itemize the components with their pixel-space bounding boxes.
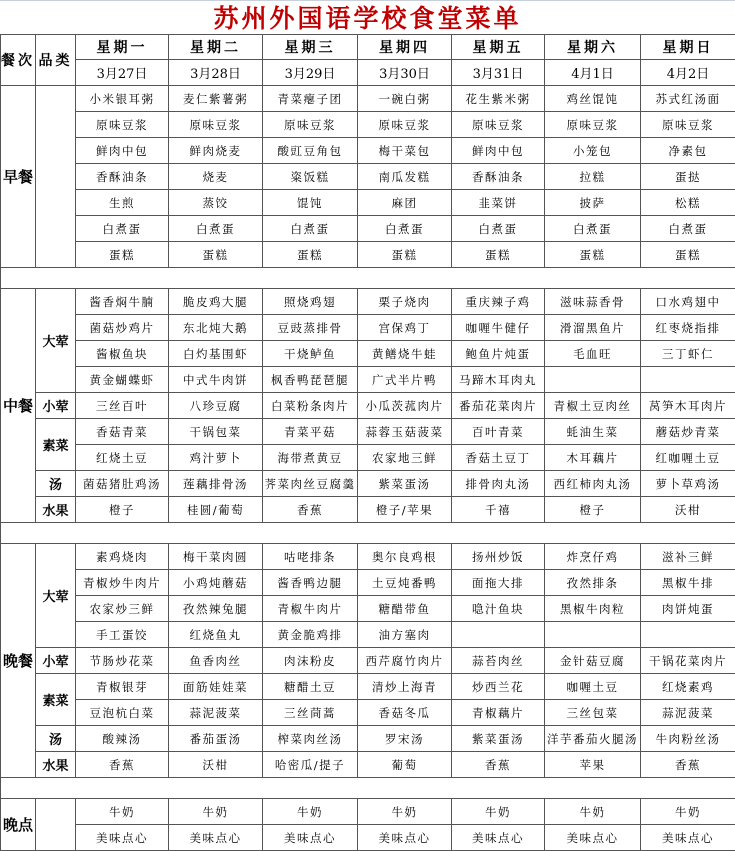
dish-cell: 萝卜草鸡汤 [641, 471, 735, 497]
dish-cell: 香菇青菜 [76, 419, 169, 445]
date-header: 3月30日 [358, 60, 452, 86]
dish-cell: 滋味蒜香骨 [545, 289, 641, 315]
dish-cell: 木耳藕片 [545, 445, 641, 471]
dish-cell: 鲜肉中包 [452, 138, 545, 164]
dish-cell: 黄鳝烧牛蛙 [358, 341, 452, 367]
dish-cell: 榨菜肉丝汤 [263, 726, 358, 752]
dish-cell: 美味点心 [76, 825, 169, 851]
dish-cell: 红咖喱土豆 [641, 445, 735, 471]
dish-cell: 牛奶 [452, 799, 545, 825]
menu-row [1, 570, 735, 596]
dish-cell: 原味豆浆 [358, 112, 452, 138]
meal-label: 晚点 [1, 799, 36, 851]
dish-cell: 蘑菇炒青菜 [641, 419, 735, 445]
menu-row [1, 216, 735, 242]
dish-cell: 葡萄 [358, 752, 452, 778]
dish-cell: 面筋娃娃菜 [169, 674, 263, 700]
menu-row [1, 700, 735, 726]
dish-cell: 青椒炒牛肉片 [76, 570, 169, 596]
dish-cell: 豆豉蒸排骨 [263, 315, 358, 341]
meal-header: 餐次 [1, 35, 36, 86]
menu-row [1, 367, 735, 393]
menu-row [1, 315, 735, 341]
dish-cell: 咖喱牛健仔 [452, 315, 545, 341]
menu-row [1, 674, 735, 700]
dish-cell: 咖喱土豆 [545, 674, 641, 700]
dish-cell: 干锅包菜 [169, 419, 263, 445]
weekday-row [1, 35, 735, 60]
dish-cell: 炸烹仔鸡 [545, 544, 641, 570]
dish-cell: 菌菇炒鸡片 [76, 315, 169, 341]
dish-cell: 香蕉 [263, 497, 358, 523]
dish-cell: 番茄蛋汤 [169, 726, 263, 752]
weekday-header: 星期日 [641, 35, 735, 60]
dish-cell: 白煮蛋 [263, 216, 358, 242]
dish-cell: 白煮蛋 [545, 216, 641, 242]
dish-cell: 红烧土豆 [76, 445, 169, 471]
dish-cell: 苹果 [545, 752, 641, 778]
dish-cell: 酱椒鱼块 [76, 341, 169, 367]
dish-cell: 沃柑 [641, 497, 735, 523]
dish-cell: 牛奶 [641, 799, 735, 825]
menu-row [1, 825, 735, 851]
dish-cell: 鲜肉烧麦 [169, 138, 263, 164]
dish-cell: 鱼香肉丝 [169, 648, 263, 674]
dish-cell: 梅干菜肉圆 [169, 544, 263, 570]
dish-cell: 南瓜发糕 [358, 164, 452, 190]
dish-cell: 菌菇猪肚鸡汤 [76, 471, 169, 497]
dish-cell [452, 622, 545, 648]
dish-cell: 原味豆浆 [263, 112, 358, 138]
dish-cell: 原味豆浆 [452, 112, 545, 138]
dish-cell: 白煮蛋 [169, 216, 263, 242]
dish-cell: 蛋糕 [358, 242, 452, 268]
dish-cell: 红烧鱼丸 [169, 622, 263, 648]
dish-cell: 青椒牛肉片 [263, 596, 358, 622]
dish-cell: 白煮蛋 [76, 216, 169, 242]
dish-cell: 重庆辣子鸡 [452, 289, 545, 315]
dish-cell: 酱香焖牛腩 [76, 289, 169, 315]
dish-cell: 橙子/苹果 [358, 497, 452, 523]
dish-cell: 青椒土豆肉丝 [545, 393, 641, 419]
menu-row [1, 497, 735, 523]
dish-cell: 荠菜肉丝豆腐羹 [263, 471, 358, 497]
dish-cell: 原味豆浆 [641, 112, 735, 138]
menu-row [1, 544, 735, 570]
dish-cell: 花生紫米粥 [452, 86, 545, 112]
dish-cell [545, 367, 641, 393]
dish-cell: 番茄花菜肉片 [452, 393, 545, 419]
dish-cell: 黑椒牛排 [641, 570, 735, 596]
dish-cell: 原味豆浆 [169, 112, 263, 138]
dish-cell: 原味豆浆 [545, 112, 641, 138]
dish-cell: 肉沫粉皮 [263, 648, 358, 674]
dish-cell: 哈密瓜/提子 [263, 752, 358, 778]
dish-cell: 三丝茼蒿 [263, 700, 358, 726]
dish-cell [641, 367, 735, 393]
dish-cell: 麻团 [358, 190, 452, 216]
dish-cell: 沃柑 [169, 752, 263, 778]
weekday-header: 星期一 [76, 35, 169, 60]
dish-cell: 酸豇豆角包 [263, 138, 358, 164]
dish-cell: 小鸡炖蘑菇 [169, 570, 263, 596]
menu-row [1, 164, 735, 190]
dish-cell: 鸡丝馄饨 [545, 86, 641, 112]
dish-cell: 糖醋带鱼 [358, 596, 452, 622]
weekday-header: 星期三 [263, 35, 358, 60]
dish-cell: 三丝包菜 [545, 700, 641, 726]
dish-cell: 蛋糕 [452, 242, 545, 268]
category-label: 水果 [36, 752, 76, 778]
dish-cell: 马蹄木耳肉丸 [452, 367, 545, 393]
dish-cell: 洋芋番茄火腿汤 [545, 726, 641, 752]
date-header: 3月28日 [169, 60, 263, 86]
category-label: 汤 [36, 726, 76, 752]
dish-cell: 三丝百叶 [76, 393, 169, 419]
dish-cell: 蒜苔肉丝 [452, 648, 545, 674]
dish-cell: 牛奶 [169, 799, 263, 825]
category-label: 水果 [36, 497, 76, 523]
menu-row [1, 726, 735, 752]
dish-cell: 金针菇豆腐 [545, 648, 641, 674]
category-label: 素菜 [36, 419, 76, 471]
dish-cell: 香菇土豆丁 [452, 445, 545, 471]
dish-cell: 咕咾排条 [263, 544, 358, 570]
dish-cell: 东北炖大鹅 [169, 315, 263, 341]
menu-row [1, 138, 735, 164]
dish-cell: 生煎 [76, 190, 169, 216]
dish-cell: 肉饼炖蛋 [641, 596, 735, 622]
date-row [1, 60, 735, 86]
date-header: 3月27日 [76, 60, 169, 86]
dish-cell: 照烧鸡翅 [263, 289, 358, 315]
dish-cell: 白煮蛋 [452, 216, 545, 242]
dish-cell: 红枣烧指排 [641, 315, 735, 341]
dish-cell: 烧麦 [169, 164, 263, 190]
dish-cell: 美味点心 [452, 825, 545, 851]
dish-cell: 牛奶 [263, 799, 358, 825]
dish-cell: 紫菜蛋汤 [452, 726, 545, 752]
dish-cell: 炒西兰花 [452, 674, 545, 700]
dish-cell: 排骨肉丸汤 [452, 471, 545, 497]
dish-cell: 奥尔良鸡根 [358, 544, 452, 570]
dish-cell: 三丁虾仁 [641, 341, 735, 367]
dish-cell: 百叶青菜 [452, 419, 545, 445]
dish-cell: 一碗白粥 [358, 86, 452, 112]
dish-cell [641, 622, 735, 648]
dish-cell: 美味点心 [641, 825, 735, 851]
weekday-header: 星期二 [169, 35, 263, 60]
dish-cell: 美味点心 [169, 825, 263, 851]
dish-cell: 口水鸡翅中 [641, 289, 735, 315]
menu-row [1, 393, 735, 419]
dish-cell: 蛋糕 [169, 242, 263, 268]
dish-cell: 紫菜蛋汤 [358, 471, 452, 497]
dish-cell: 松糕 [641, 190, 735, 216]
dish-cell: 宫保鸡丁 [358, 315, 452, 341]
dish-cell: 海带煮黄豆 [263, 445, 358, 471]
dish-cell: 拉糕 [545, 164, 641, 190]
menu-row [1, 289, 735, 315]
dish-cell [545, 622, 641, 648]
dish-cell: 香酥油条 [452, 164, 545, 190]
category-label: 汤 [36, 471, 76, 497]
dish-cell: 牛奶 [545, 799, 641, 825]
dish-cell: 麦仁紫薯粥 [169, 86, 263, 112]
dish-cell: 毛血旺 [545, 341, 641, 367]
menu-row [1, 190, 735, 216]
dish-cell: 红烧素鸡 [641, 674, 735, 700]
dish-cell: 蛋挞 [641, 164, 735, 190]
dish-cell: 牛肉粉丝汤 [641, 726, 735, 752]
menu-row [1, 752, 735, 778]
dish-cell: 蒸饺 [169, 190, 263, 216]
separator-cell [1, 268, 735, 289]
dish-cell: 酸辣汤 [76, 726, 169, 752]
dish-cell: 香蕉 [641, 752, 735, 778]
menu-row [1, 596, 735, 622]
dish-cell: 面拖大排 [452, 570, 545, 596]
dish-cell: 蒜泥菠菜 [169, 700, 263, 726]
menu-row [1, 622, 735, 648]
dish-cell: 粢饭糕 [263, 164, 358, 190]
menu-row [1, 799, 735, 825]
dish-cell: 莲藕排骨汤 [169, 471, 263, 497]
dish-cell: 鲍鱼片炖蛋 [452, 341, 545, 367]
dish-cell: 黄金脆鸡排 [263, 622, 358, 648]
dish-cell: 香菇冬瓜 [358, 700, 452, 726]
menu-row [1, 419, 735, 445]
dish-cell: 白煮蛋 [358, 216, 452, 242]
dish-cell: 节肠炒花菜 [76, 648, 169, 674]
dish-cell: 馄饨 [263, 190, 358, 216]
dish-cell: 美味点心 [263, 825, 358, 851]
dish-cell: 蛋糕 [545, 242, 641, 268]
menu-row [1, 445, 735, 471]
dish-cell: 罗宋汤 [358, 726, 452, 752]
dish-cell: 蒜蓉玉菇菠菜 [358, 419, 452, 445]
dish-cell: 孜然辣兔腿 [169, 596, 263, 622]
dish-cell: 苏式红汤面 [641, 86, 735, 112]
separator-row [1, 523, 735, 544]
dish-cell: 鸡汁萝卜 [169, 445, 263, 471]
separator-row [1, 268, 735, 289]
category-label [36, 799, 76, 851]
dish-cell: 广式半片鸭 [358, 367, 452, 393]
category-label: 大荤 [36, 544, 76, 648]
dish-cell: 孜然排条 [545, 570, 641, 596]
dish-cell: 原味豆浆 [76, 112, 169, 138]
dish-cell: 披萨 [545, 190, 641, 216]
dish-cell: 蛋糕 [263, 242, 358, 268]
separator-cell [1, 778, 735, 799]
category-label: 小荤 [36, 393, 76, 419]
dish-cell: 莴笋木耳肉片 [641, 393, 735, 419]
date-header: 4月2日 [641, 60, 735, 86]
dish-cell: 蛋糕 [641, 242, 735, 268]
dish-cell: 滋补三鲜 [641, 544, 735, 570]
meal-label: 早餐 [1, 86, 36, 268]
dish-cell: 西芹腐竹肉片 [358, 648, 452, 674]
menu-row [1, 471, 735, 497]
dish-cell: 农家地三鲜 [358, 445, 452, 471]
meal-label: 晚餐 [1, 544, 36, 778]
dish-cell: 梅干菜包 [358, 138, 452, 164]
dish-cell: 千禧 [452, 497, 545, 523]
menu-row [1, 648, 735, 674]
weekday-header: 星期五 [452, 35, 545, 60]
menu-row [1, 242, 735, 268]
dish-cell: 枫香鸭琵琶腿 [263, 367, 358, 393]
dish-cell: 净素包 [641, 138, 735, 164]
dish-cell: 小笼包 [545, 138, 641, 164]
dish-cell: 油方塞肉 [358, 622, 452, 648]
category-label: 大荤 [36, 289, 76, 393]
dish-cell: 白煮蛋 [641, 216, 735, 242]
dish-cell: 干锅花菜肉片 [641, 648, 735, 674]
dish-cell: 小瓜茨菰肉片 [358, 393, 452, 419]
category-label: 小荤 [36, 648, 76, 674]
meal-label: 中餐 [1, 289, 36, 523]
date-header: 3月29日 [263, 60, 358, 86]
dish-cell: 酱香鸭边腿 [263, 570, 358, 596]
dish-cell: 农家炒三鲜 [76, 596, 169, 622]
dish-cell: 蚝油生菜 [545, 419, 641, 445]
dish-cell: 干烧鲈鱼 [263, 341, 358, 367]
dish-cell: 桂圆/葡萄 [169, 497, 263, 523]
dish-cell: 喼汁鱼块 [452, 596, 545, 622]
dish-cell: 手工蛋饺 [76, 622, 169, 648]
dish-cell: 素鸡烧肉 [76, 544, 169, 570]
dish-cell: 黄金蝴蝶虾 [76, 367, 169, 393]
dish-cell: 美味点心 [358, 825, 452, 851]
dish-cell: 土豆炖番鸭 [358, 570, 452, 596]
dish-cell: 青椒藕片 [452, 700, 545, 726]
date-header: 4月1日 [545, 60, 641, 86]
category-header: 品类 [36, 35, 76, 86]
dish-cell: 橙子 [76, 497, 169, 523]
menu-table [0, 34, 735, 851]
dish-cell: 黑椒牛肉粒 [545, 596, 641, 622]
dish-cell: 香蕉 [452, 752, 545, 778]
weekday-header: 星期六 [545, 35, 641, 60]
dish-cell: 牛奶 [76, 799, 169, 825]
menu-body [1, 35, 735, 851]
dish-cell: 青菜瘪子团 [263, 86, 358, 112]
dish-cell: 香酥油条 [76, 164, 169, 190]
dish-cell: 糖醋土豆 [263, 674, 358, 700]
dish-cell: 蒜泥菠菜 [641, 700, 735, 726]
date-header: 3月31日 [452, 60, 545, 86]
dish-cell: 橙子 [545, 497, 641, 523]
dish-cell: 中式牛肉饼 [169, 367, 263, 393]
dish-cell: 香蕉 [76, 752, 169, 778]
menu-title: 苏州外国语学校食堂菜单 [0, 0, 735, 34]
menu-row [1, 86, 735, 112]
dish-cell: 脆皮鸡大腿 [169, 289, 263, 315]
dish-cell: 白菜粉条肉片 [263, 393, 358, 419]
dish-cell: 韭菜饼 [452, 190, 545, 216]
dish-cell: 白灼基围虾 [169, 341, 263, 367]
dish-cell: 小米银耳粥 [76, 86, 169, 112]
separator-cell [1, 523, 735, 544]
dish-cell: 滑溜黑鱼片 [545, 315, 641, 341]
dish-cell: 栗子烧肉 [358, 289, 452, 315]
menu-row [1, 341, 735, 367]
weekday-header: 星期四 [358, 35, 452, 60]
dish-cell: 豆泡杭白菜 [76, 700, 169, 726]
dish-cell: 鲜肉中包 [76, 138, 169, 164]
dish-cell: 扬州炒饭 [452, 544, 545, 570]
dish-cell: 青菜平菇 [263, 419, 358, 445]
separator-row [1, 778, 735, 799]
dish-cell: 美味点心 [545, 825, 641, 851]
category-label [36, 86, 76, 268]
dish-cell: 西红柿肉丸汤 [545, 471, 641, 497]
menu-row [1, 112, 735, 138]
category-label: 素菜 [36, 674, 76, 726]
dish-cell: 牛奶 [358, 799, 452, 825]
dish-cell: 青椒银芽 [76, 674, 169, 700]
dish-cell: 清炒上海青 [358, 674, 452, 700]
dish-cell: 蛋糕 [76, 242, 169, 268]
dish-cell: 八珍豆腐 [169, 393, 263, 419]
